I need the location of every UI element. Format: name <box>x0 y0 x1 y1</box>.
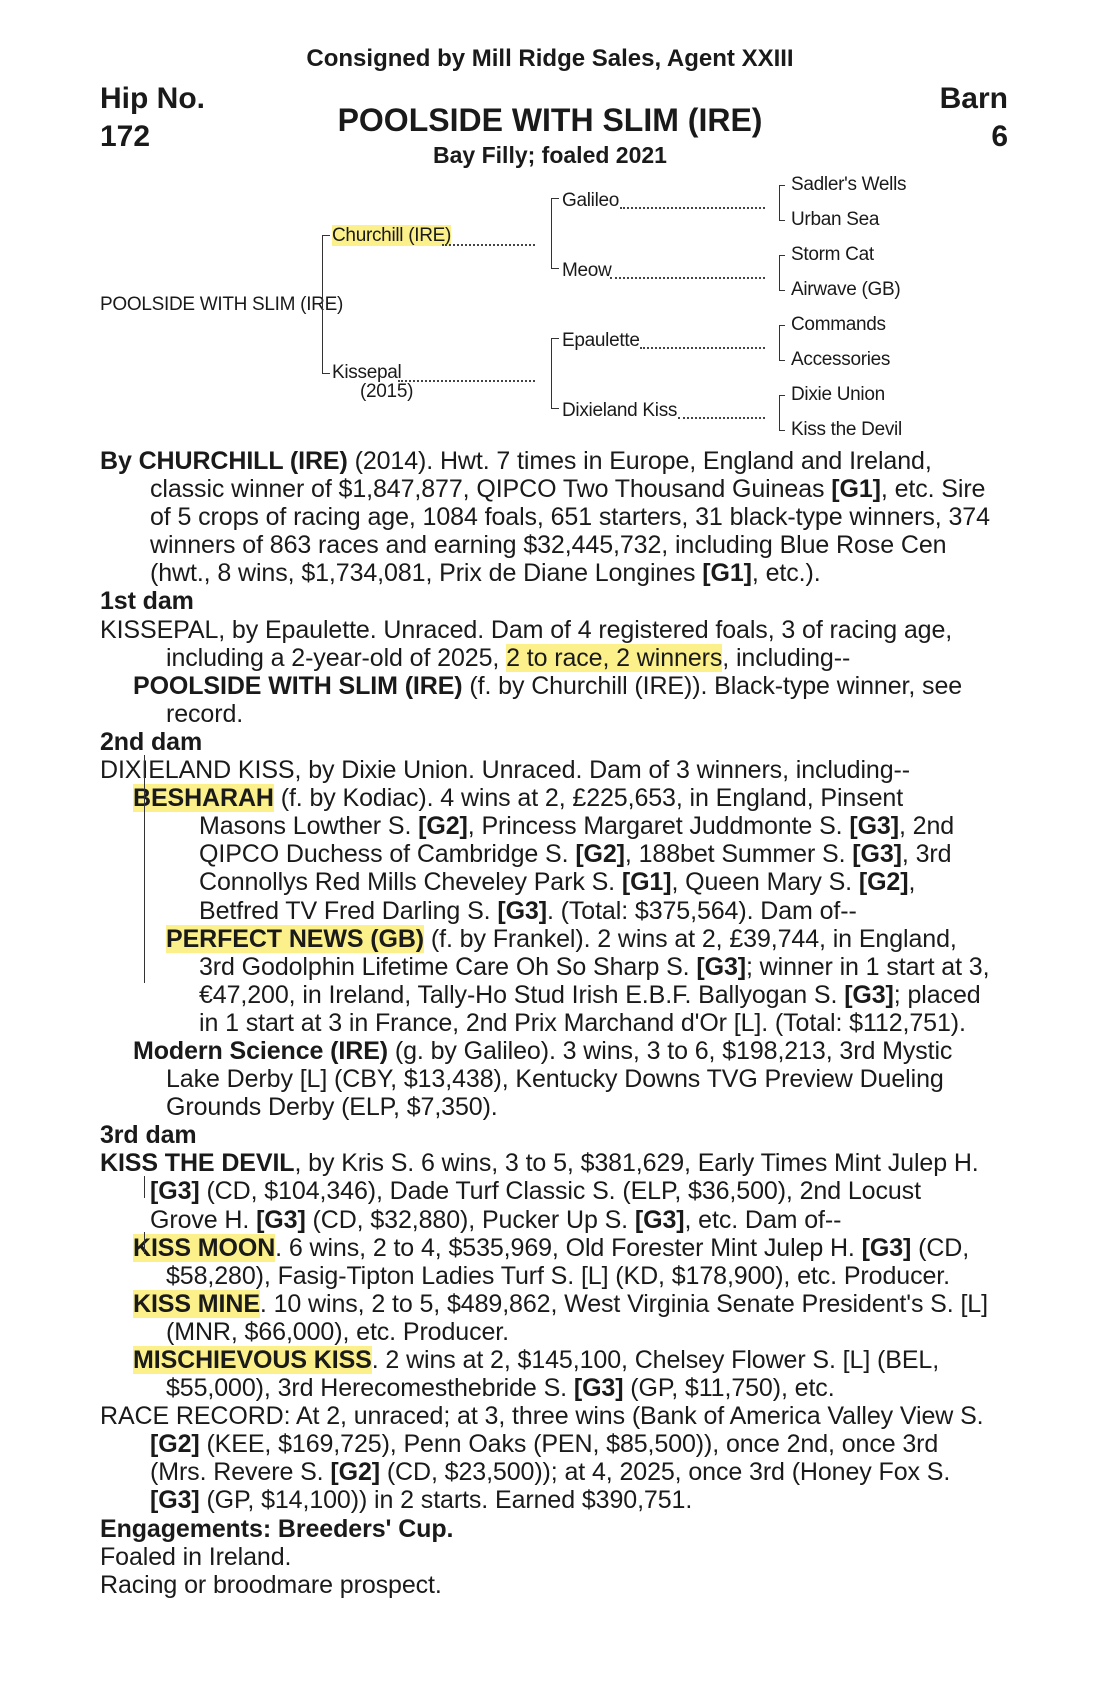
pedigree-ancestor: Accessories <box>791 349 891 370</box>
pedigree-tick <box>779 360 785 361</box>
pedigree-tick <box>779 395 785 396</box>
produce-entry: BESHARAH (f. by Kodiac). 4 wins at 2, £225,653, in England, Pinsent Masons Lowther S. [G2], Princess Margaret Juddmonte S. [G3], 2nd QIPCO Duchess of Cambridge S. [G2], 188bet Summer S. [G3], 3rd Connollys Red Mills Cheveley Park S. [G1], Queen Mary S. [G2], Betfred TV Fred Darling S. [G3]. (Total: $375,564). Dam of-- <box>133 784 955 925</box>
engagements: Engagements: Breeders' Cup. <box>100 1514 454 1543</box>
pedigree-ancestor: Storm Cat <box>791 244 874 265</box>
pedigree-sire-sire: Galileo <box>562 190 620 211</box>
pedigree-tick <box>779 430 785 431</box>
pedigree-leader <box>442 244 535 246</box>
pedigree-tick <box>322 235 330 236</box>
horse-description: Bay Filly; foaled 2021 <box>433 142 667 168</box>
produce-entry: KISS MINE. 10 wins, 2 to 5, $489,862, West Virginia Senate President's S. [L] (MNR, $66,000), etc. Producer. <box>133 1289 988 1346</box>
third-dam-paragraph: KISS THE DEVIL, by Kris S. 6 wins, 3 to 5, $381,629, Early Times Mint Julep H. [G3] (CD, $104,346), Dade Turf Classic S. (ELP, $36,500), 2nd Locust Grove H. [G3] (CD, $32,880), Pucker Up S. [G3], etc. Dam of-- <box>100 1149 979 1234</box>
pedigree-ancestor: Airwave (GB) <box>791 279 901 300</box>
produce-entry: KISS MOON. 6 wins, 2 to 4, $535,969, Old Forester Mint Julep H. [G3] (CD, $58,280), Fasig-Tipton Ladies Turf S. [L] (KD, $178,900), etc. Producer. <box>133 1233 970 1290</box>
catalog-body <box>100 447 995 1599</box>
produce-name: MISCHIEVOUS KISS <box>133 1346 372 1374</box>
first-dam-heading: 1st dam <box>100 587 194 616</box>
race-record: RACE RECORD: At 2, unraced; at 3, three wins (Bank of America Valley View S. [G2] (KEE, $169,725), Penn Oaks (PEN, $85,500)), once 2nd, once 3rd (Mrs. Revere S. [G2] (CD, $23,500)); at 4, 2025, once 3rd (Honey Fox S. [G3] (GP, $14,100)) in 2 starts. Earned $390,751. <box>100 1402 984 1515</box>
pedigree-dam <box>332 363 413 401</box>
pedigree-bracket <box>779 325 780 360</box>
produce-entry: PERFECT NEWS (GB) (f. by Frankel). 2 wins at 2, £39,744, in England, 3rd Godolphin Lifetime Care Oh So Sharp S. [G3]; winner in 1 start at 3, €47,200, in Ireland, Tally-Ho Stud Irish E.B.F. Ballyogan S. [G3]; placed in 1 start at 3 in France, 2nd Prix Marchand d'Or [L]. (Total: $112,751). <box>166 924 990 1037</box>
dam-name: Kissepal <box>332 362 402 383</box>
pedigree-bracket <box>551 198 552 268</box>
pedigree-sire <box>332 225 451 247</box>
barn-label: Barn <box>939 82 1008 115</box>
produce-name: KISS MINE <box>133 1289 260 1318</box>
produce-entry: POOLSIDE WITH SLIM (IRE) (f. by Churchill (IRE)). Black-type winner, see record. <box>133 671 963 728</box>
pedigree-leader <box>640 347 765 349</box>
pedigree-ancestor: Commands <box>791 314 886 335</box>
hip-label: Hip No. <box>100 82 205 115</box>
produce-entry: MISCHIEVOUS KISS. 2 wins at 2, $145,100, Chelsey Flower S. [L] (BEL, $55,000), 3rd Herecomesthebride S. [G3] (GP, $11,750), etc. <box>133 1346 940 1403</box>
pedigree-ancestor: Urban Sea <box>791 209 880 230</box>
pedigree-tick <box>551 338 559 339</box>
hip-number: 172 <box>100 120 151 153</box>
foaled-note: Foaled in Ireland. <box>100 1542 292 1571</box>
horse-name: POOLSIDE WITH SLIM (IRE) <box>337 102 763 138</box>
besharah-block <box>100 784 995 1037</box>
pedigree-bracket <box>779 395 780 430</box>
pedigree-leader <box>620 207 765 209</box>
produce-name: POOLSIDE WITH SLIM (IRE) <box>133 671 463 700</box>
pedigree-tick <box>551 268 559 269</box>
pedigree-tick <box>322 373 330 374</box>
pedigree-ancestor: Sadler's Wells <box>791 174 907 195</box>
produce-name: PERFECT NEWS (GB) <box>166 924 425 953</box>
third-dam-heading: 3rd dam <box>100 1121 197 1150</box>
prospect-note: Racing or broodmare prospect. <box>100 1570 442 1599</box>
pedigree-ancestor: Kiss the Devil <box>791 419 902 440</box>
pedigree-tick <box>779 220 785 221</box>
barn-number: 6 <box>991 120 1008 153</box>
produce-entry: Modern Science (IRE) (g. by Galileo). 3 wins, 3 to 6, $198,213, 3rd Mystic Lake Derby [L] (CBY, $13,438), Kentucky Downs TVG Preview Dueling Grounds Derby (ELP, $7,350). <box>133 1036 953 1122</box>
produce-bar <box>144 1176 145 1198</box>
sire-paragraph: By CHURCHILL (IRE) (2014). Hwt. 7 times in Europe, England and Ireland, classic winner of $1,847,877, QIPCO Two Thousand Guineas [G1], etc. Sire of 5 crops of racing age, 1084 foals, 651 starters, 31 black-type winners, 374 winners of 863 races and earning $32,445,732, including Blue Rose Cen (hwt., 8 wins, $1,734,081, Prix de Diane Longines [G1], etc.). <box>100 447 990 588</box>
first-dam-paragraph: KISSEPAL, by Epaulette. Unraced. Dam of 4 registered foals, 3 of racing age, including a 2-year-old of 2025, 2 to race, 2 winners, including-- <box>100 615 953 672</box>
second-dam-intro: DIXIELAND KISS, by Dixie Union. Unraced. Dam of 3 winners, including-- <box>100 756 910 785</box>
pedigree-leader <box>678 417 765 419</box>
pedigree-bracket <box>779 185 780 220</box>
consignor-line: Consigned by Mill Ridge Sales, Agent XXIII <box>306 45 794 72</box>
pedigree-tick <box>779 255 785 256</box>
third-dam-name: KISS THE DEVIL <box>100 1149 295 1178</box>
pedigree-dam-sire: Epaulette <box>562 330 640 351</box>
pedigree-dam-dam: Dixieland Kiss <box>562 400 678 421</box>
second-dam-heading: 2nd dam <box>100 727 203 756</box>
pedigree-subject: POOLSIDE WITH SLIM (IRE) <box>100 294 343 315</box>
produce-name: BESHARAH <box>133 784 274 813</box>
produce-bar <box>144 755 145 983</box>
pedigree-leader <box>610 277 765 279</box>
pedigree-leader <box>398 380 535 382</box>
winners-highlight: 2 to race, 2 winners <box>506 643 723 672</box>
pedigree-tick <box>551 408 559 409</box>
produce-name: KISS MOON <box>133 1233 276 1262</box>
pedigree-tick <box>779 290 785 291</box>
pedigree-tick <box>779 185 785 186</box>
produce-bar <box>144 1232 145 1254</box>
pedigree-bracket <box>779 255 780 290</box>
sire-heading: By CHURCHILL (IRE) <box>100 447 348 475</box>
pedigree-ancestor: Dixie Union <box>791 384 885 405</box>
pedigree-bracket <box>322 235 323 373</box>
sire-name: Churchill (IRE) <box>332 225 452 246</box>
pedigree-sire-dam: Meow <box>562 260 612 281</box>
pedigree-tick <box>551 198 559 199</box>
pedigree-tick <box>779 325 785 326</box>
produce-name: Modern Science (IRE) <box>133 1036 388 1065</box>
dam-year: (2015) <box>360 381 414 402</box>
pedigree-bracket <box>551 338 552 408</box>
